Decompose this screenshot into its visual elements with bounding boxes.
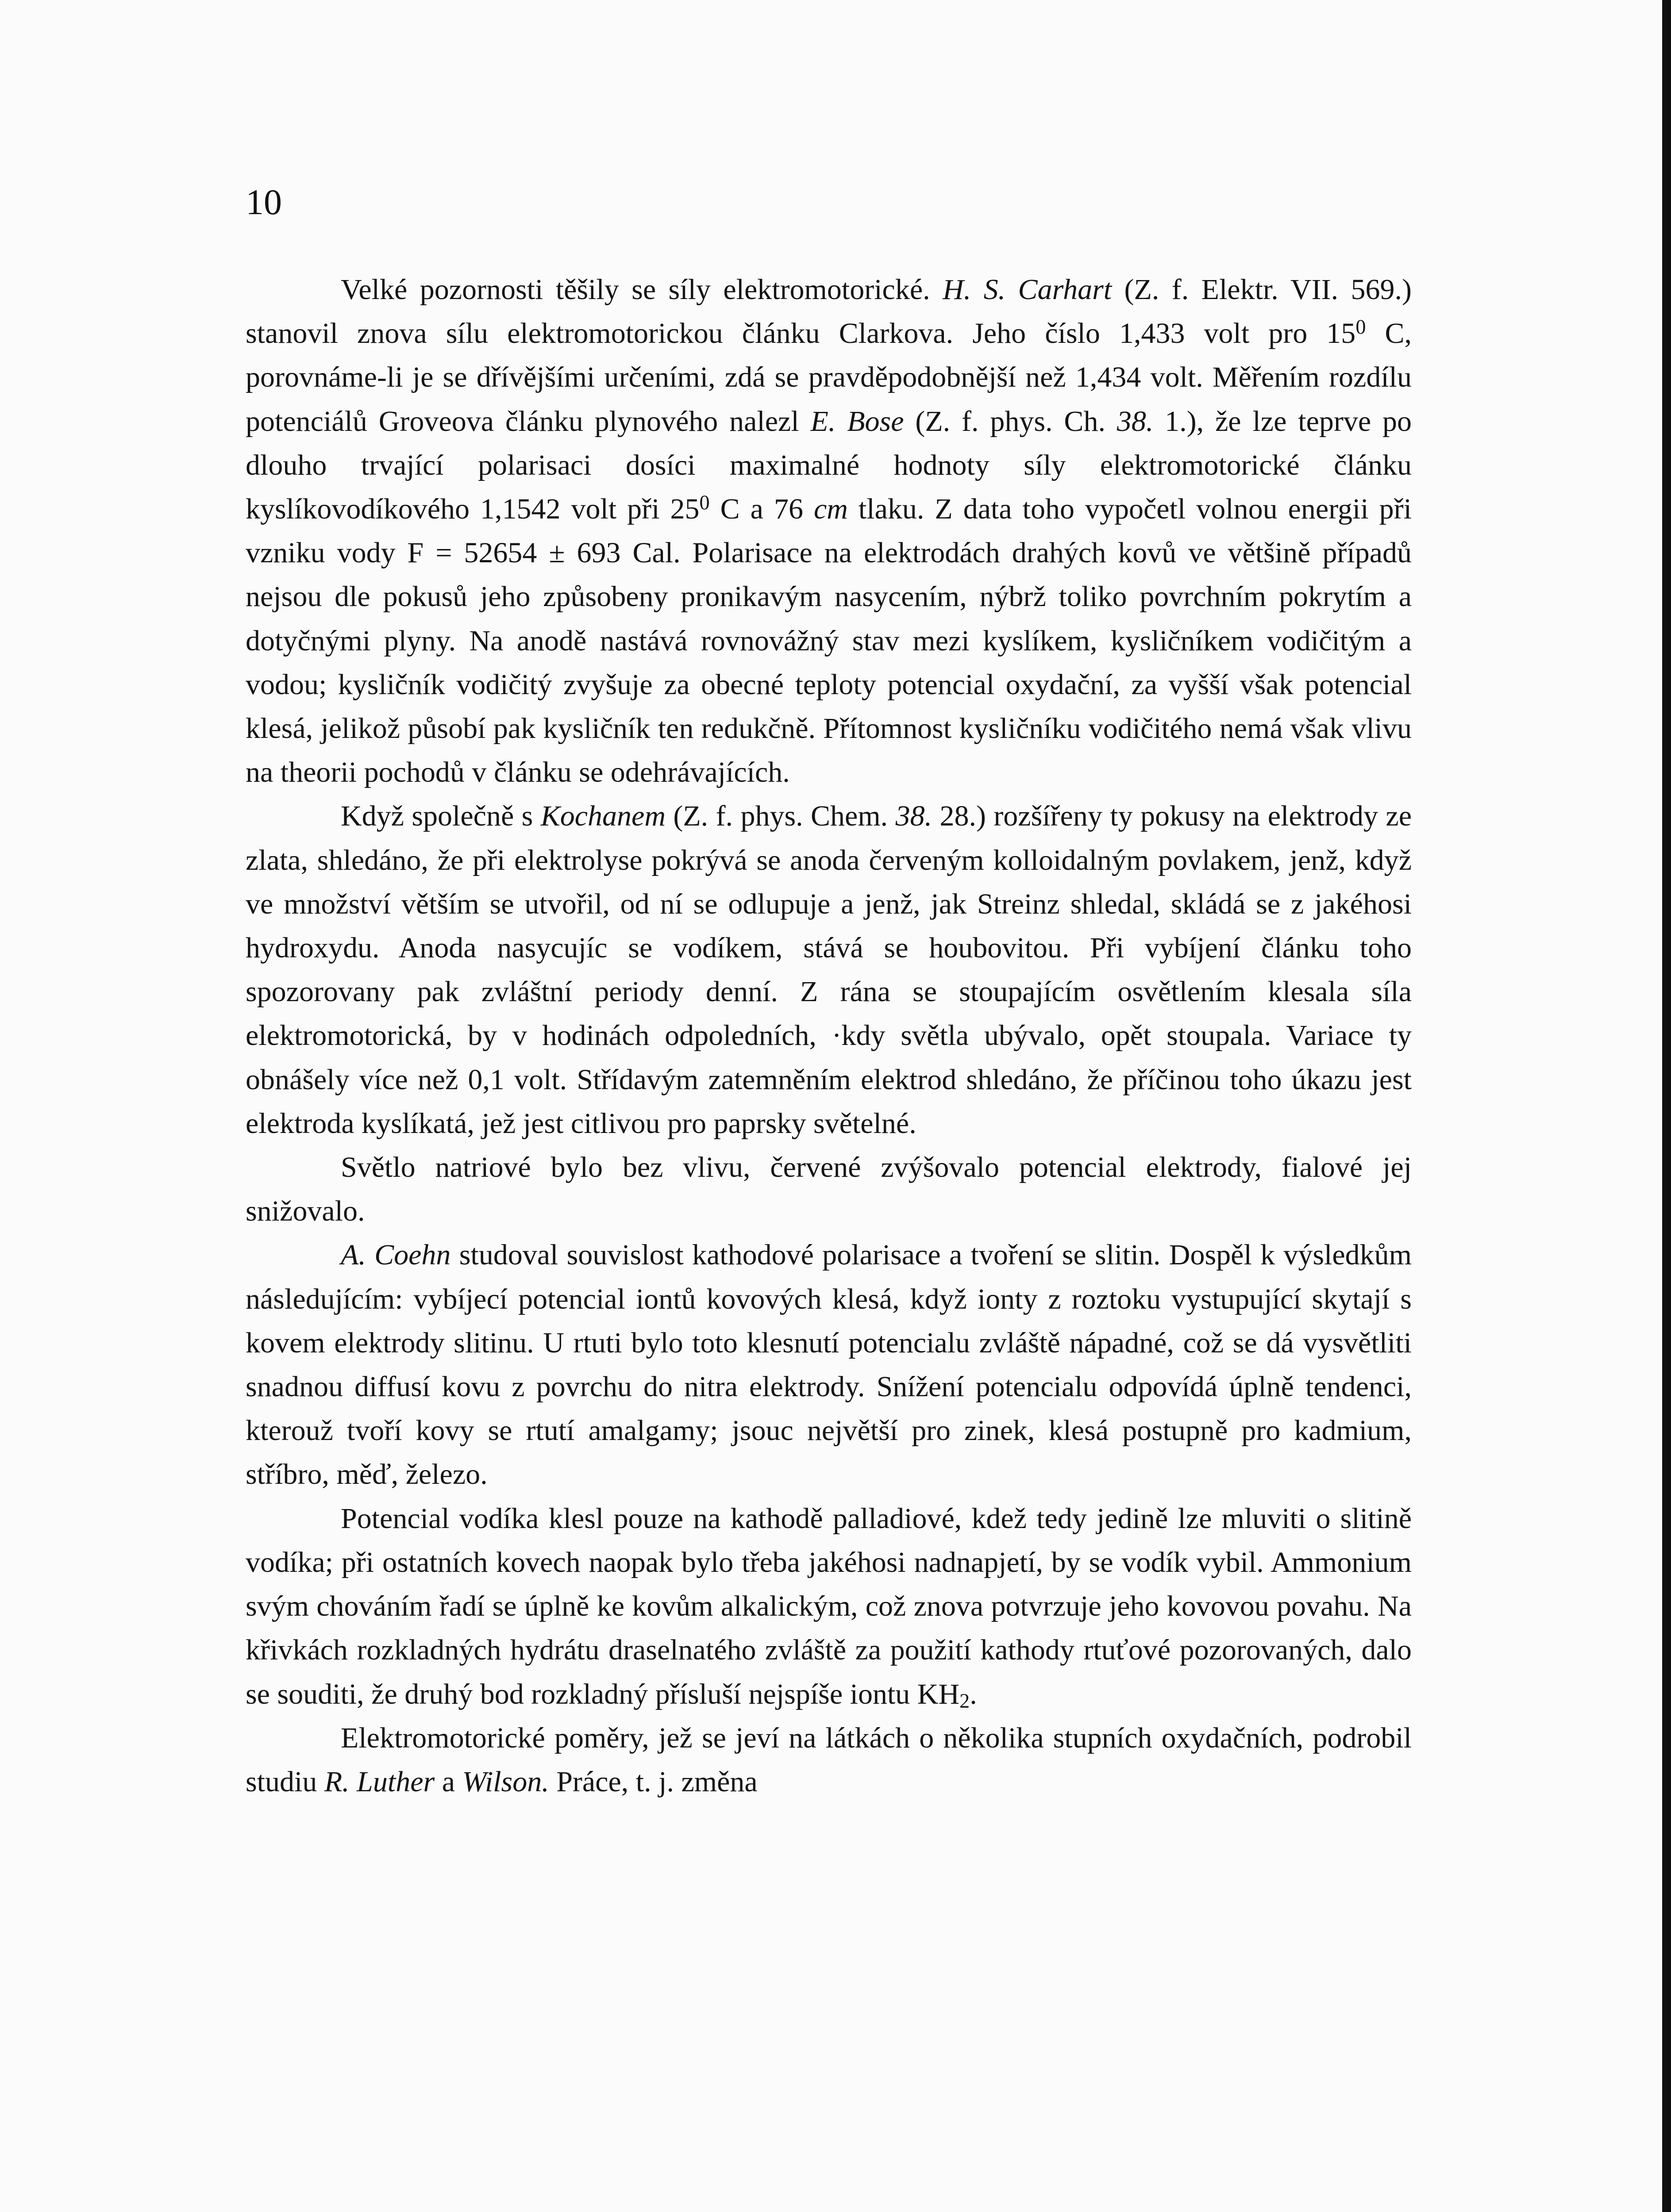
paragraph	[246, 1716, 1412, 1804]
italic-text: 38.	[1117, 405, 1154, 438]
text-run: Velké pozornosti těšily se síly elektromotorické.	[341, 273, 943, 306]
superscript: 0	[699, 491, 710, 514]
text-run: 1.), že lze teprve po dlouho trvající polarisaci dosíci maximalné hodnoty síly elektromotorické článku kyslíkovodíkového 1,1542 volt při 25	[246, 405, 1412, 526]
text-run: Když společně s	[341, 800, 541, 833]
italic-text: Wilson.	[462, 1765, 549, 1798]
text-run: Práce, t. j. změna	[549, 1765, 758, 1798]
text-run: 28.) rozšířeny ty pokusy na elektrody ze zlata, shledáno, že při elektrolyse pokrývá se anoda červeným kolloidalným povlakem, jenž, když ve množství větším se utvořil, od ní se odlupuje a jenž, jak Streinz shledal, skládá se z jakéhosi hydroxydu. Anoda nasycujíc se vodíkem, stává se houbovitou. Při vybíjení článku toho spozorovany pak zvláštní periody denní. Z rána se stoupajícím osvětlením klesala síla elektromotorická, by v hodinách odpoledních, ·kdy světla ubývalo, opět stoupala. Variace ty obnášely více než 0,1 volt. Střídavým zatemněním elektrod shledáno, že příčinou toho úkazu jest elektroda kyslíkatá, jež jest citlivou pro paprsky světelné.	[246, 800, 1412, 1140]
text-run: a	[435, 1765, 462, 1798]
italic-text: 38.	[895, 800, 932, 833]
text-run: Potencial vodíka klesl pouze na kathodě palladiové, kdež tedy jedině lze mluviti o slitině vodíka; při ostatních kovech naopak bylo třeba jakéhosi nadnapjetí, by se vodík vybil. Ammonium svým chováním řadí se úplně ke kovům alkalickým, což znova potvrzuje jeho kovovou povahu. Na křivkách rozkladných hydrátu draselnatého zvláště za použití kathody rtuťové pozorovaných, dalo se souditi, že druhý bod rozkladný přísluší nejspíše iontu KH	[246, 1502, 1412, 1710]
paragraph	[246, 794, 1412, 1145]
text-run: C, porovnáme-li je se dřívějšími určeními, zdá se pravděpodobnější než 1,434 volt. Měřením rozdílu potenciálů Groveova článku plynového nalezl	[246, 317, 1412, 438]
italic-text: H. S. Carhart	[943, 273, 1112, 306]
paragraph	[246, 1497, 1412, 1716]
text-run: (Z. f. phys. Ch.	[904, 405, 1117, 438]
italic-text: R. Luther	[324, 1765, 435, 1798]
superscript: 0	[1355, 315, 1366, 338]
body-text	[246, 268, 1412, 1804]
italic-text: E. Bose	[810, 405, 904, 438]
text-run: Elektromotorické poměry, jež se jeví na látkách o několika stupních oxydačních, podrobil studiu	[246, 1721, 1412, 1798]
text-run: studoval souvislost kathodové polarisace a tvoření se slitin. Dospěl k výsledkům následujícím: vybíjecí potencial iontů kovových klesá, když ionty z roztoku vystupující skytají s kovem elektrody slitinu. U rtuti bylo toto klesnutí potencialu zvláště nápadné, což se dá vysvětliti snadnou diffusí kovu z povrchu do nitra elektrody. Snížení potencialu odpovídá úplně tendenci, kterouž tvoří kovy se rtutí amalgamy; jsouc největší pro zinek, klesá postupně pro kadmium, stříbro, měď, železo.	[246, 1239, 1412, 1491]
italic-text: Kochanem	[540, 800, 666, 833]
text-run: Světlo natriové bylo bez vlivu, červené zvýšovalo potencial elektrody, fialové jej snižovalo.	[246, 1151, 1412, 1228]
text-run: C a 76	[709, 493, 814, 526]
scan-edge-right	[1662, 0, 1671, 2212]
italic-text: A. Coehn	[341, 1239, 451, 1271]
paragraph	[246, 1233, 1412, 1496]
paragraph	[246, 268, 1412, 794]
text-run: .	[970, 1678, 977, 1710]
subscript: 2	[959, 1689, 970, 1712]
page-number: 10	[246, 182, 282, 222]
text-run: (Z. f. Elektr. VII. 569.) stanovil znova sílu elektromotorickou článku Clarkova. Jeho číslo 1,433 volt pro 15	[246, 273, 1412, 350]
paragraph	[246, 1145, 1412, 1233]
text-run: (Z. f. phys. Chem.	[666, 800, 896, 833]
text-run: tlaku. Z data toho vypočetl volnou energii při vzniku vody F = 52654 ± 693 Cal. Polarisace na elektrodách drahých kovů ve většině případů nejsou dle pokusů jeho způsobeny pronikavým nasycením, nýbrž toliko povrchním pokrytím a dotyčnými plyny. Na anodě nastává rovnovážný stav mezi kyslíkem, kysličníkem vodičitým a vodou; kysličník vodičitý zvyšuje za obecné teploty potencial oxydační, za vyšší však potencial klesá, jelikož působí pak kysličník ten redukčně. Přítomnost kysličníku vodičitého nemá však vlivu na theorii pochodů v článku se odehrávajících.	[246, 493, 1412, 789]
italic-text: cm	[813, 493, 848, 526]
